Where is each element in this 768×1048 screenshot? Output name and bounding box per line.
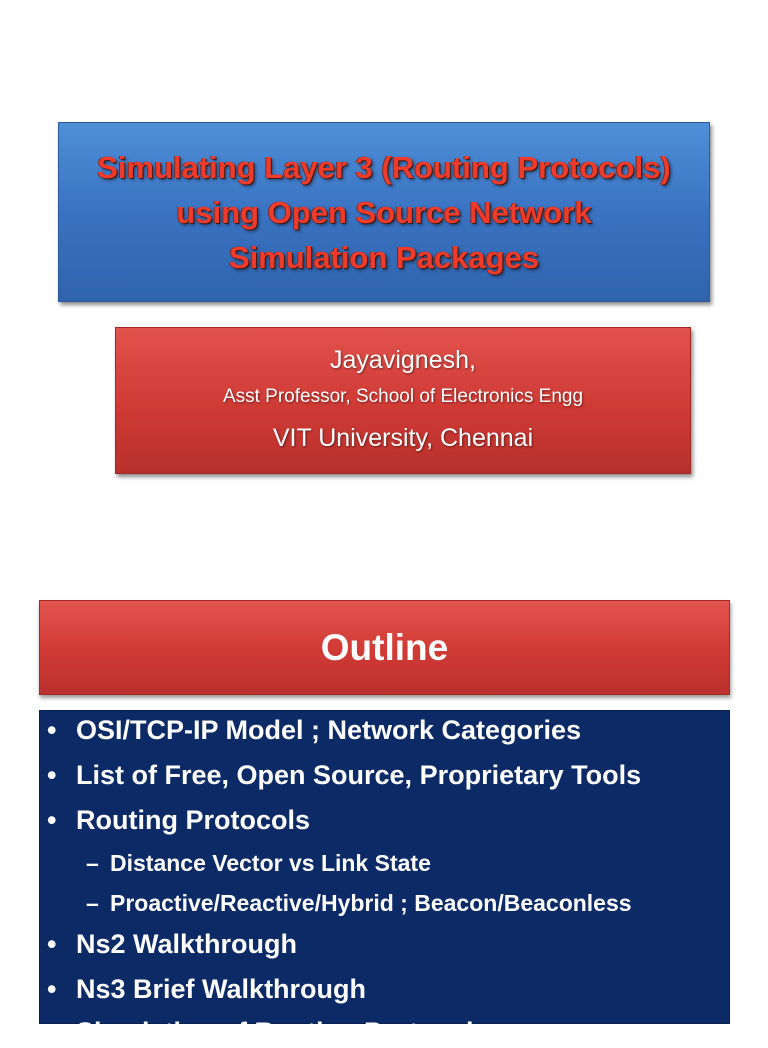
list-item-text: Ns2 Walkthrough — [76, 929, 298, 959]
slide-title-line-2: using Open Source Network — [176, 194, 592, 230]
list-item-text: Routing Protocols — [76, 805, 310, 835]
bullet-icon: • — [47, 805, 57, 835]
slide-title-line-1: Simulating Layer 3 (Routing Protocols) — [97, 149, 671, 185]
bullet-icon: • — [47, 1017, 57, 1047]
author-role: Asst Professor, School of Electronics Engg — [222, 385, 584, 407]
dash-icon: – — [86, 890, 99, 916]
list-item-text: List of Free, Open Source, Proprietary Tools — [76, 760, 642, 790]
bullet-icon: • — [47, 760, 57, 790]
sub-list-item-text: Distance Vector vs Link State — [110, 850, 431, 876]
list-item-text: Ns3 Brief Walkthrough — [76, 974, 367, 1004]
list-item-text: Simulation of Routing Protocols — [76, 1017, 489, 1047]
dash-icon: – — [86, 850, 99, 876]
sub-list-item-text: Proactive/Reactive/Hybrid ; Beacon/Beaconless — [110, 890, 632, 916]
slide-title-box — [58, 122, 710, 302]
bullet-icon: • — [47, 974, 57, 1004]
outline-list — [39, 710, 730, 1047]
author-institution: VIT University, Chennai — [272, 423, 534, 452]
bullet-icon: • — [47, 929, 57, 959]
slide-title-line-3: Simulation Packages — [228, 239, 540, 275]
outline-header — [39, 600, 730, 695]
bullet-icon: • — [47, 715, 57, 745]
outline-title: Outline — [320, 626, 449, 668]
author-name: Jayavignesh, — [330, 345, 476, 374]
author-box — [115, 327, 691, 474]
list-item-text: OSI/TCP-IP Model ; Network Categories — [76, 715, 582, 745]
